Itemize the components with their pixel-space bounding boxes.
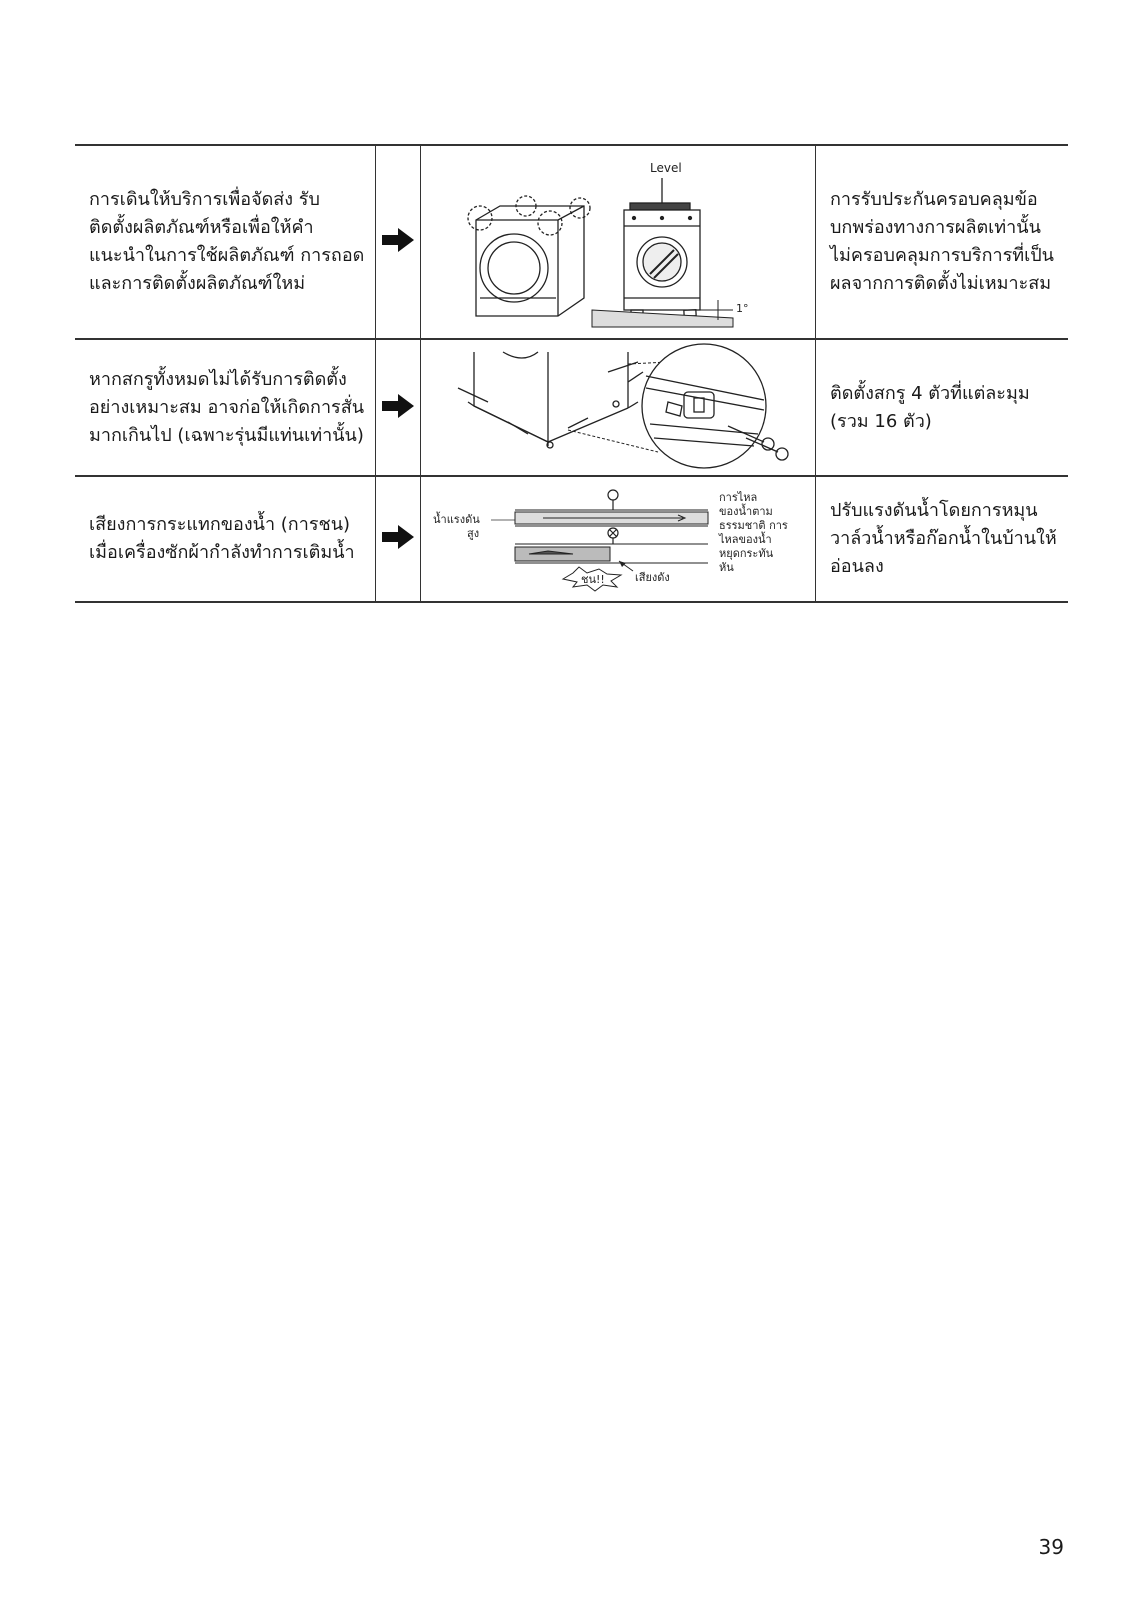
cause-text: หากสกรูทั้งหมดไม่ได้รับการติดตั้ง อย่างเหมาะสม อาจก่อให้เกิดการสั่น มากเกินไป (เฉพาะรุ่นมีแท่นเท่านั้น) <box>89 368 365 446</box>
noise-label: เสียงดัง <box>635 571 670 584</box>
cause-text: การเดินให้บริการเพื่อจัดส่ง รับ ติดตั้งผลิตภัณฑ์หรือเพื่อให้คำ แนะนำในการใช้ผลิตภัณฑ์ การถอด และการติดตั้งผลิตภัณฑ์ใหม่ <box>89 189 365 294</box>
zoom-circle-icon <box>642 344 766 468</box>
table-row <box>75 339 1068 476</box>
page-number: 39 <box>1038 1535 1064 1559</box>
valve-closed-icon <box>608 528 618 544</box>
pipe-icon <box>515 510 708 563</box>
cause-text: เสียงการกระแทกของน้ำ (การชน) เมื่อเครื่องซักผ้ากำลังทำการเติมน้ำ <box>89 514 355 563</box>
right-arrow-icon <box>381 393 415 419</box>
level-label: Level <box>650 160 682 175</box>
table-row <box>75 476 1068 602</box>
valve-open-icon <box>608 490 618 510</box>
natural-flow-label: ไหลของน้ำ <box>719 533 772 546</box>
washer-level-illustration <box>428 150 808 335</box>
pedestal-icon <box>458 352 643 448</box>
bang-label: ชน!! <box>581 573 605 586</box>
high-pressure-label: น้ำแรงดัน <box>433 513 480 526</box>
angle-label: 1° <box>736 301 749 315</box>
water-hammer-illustration <box>423 479 813 599</box>
solution-text: ปรับแรงดันน้ำโดยการหมุน วาล์วน้ำหรือก๊อกน้ำในบ้านให้ อ่อนลง <box>830 500 1057 577</box>
solution-text: การรับประกันครอบคลุมข้อ บกพร่องทางการผลิตเท่านั้น ไม่ครอบคลุมการบริการที่เป็น ผลจากการติดตั้งไม่เหมาะสม <box>830 189 1054 294</box>
natural-flow-label: การไหล <box>719 491 758 504</box>
right-arrow-icon <box>381 227 415 253</box>
washer-perspective-icon <box>468 196 590 316</box>
high-pressure-label: สูง <box>467 527 480 540</box>
right-arrow-icon <box>381 524 415 550</box>
table-row <box>75 145 1068 339</box>
natural-flow-label: ธรรมชาติ การ <box>719 519 788 532</box>
solution-text: ติดตั้งสกรู 4 ตัวที่แต่ละมุม (รวม 16 ตัว) <box>830 382 1030 432</box>
natural-flow-label: หัน <box>719 561 734 574</box>
natural-flow-label: หยุดกระทัน <box>719 547 774 560</box>
troubleshooting-table <box>75 144 1068 603</box>
natural-flow-label: ของน้ำตาม <box>719 505 773 518</box>
washer-front-icon <box>624 178 700 316</box>
pedestal-screws-illustration <box>428 342 808 474</box>
